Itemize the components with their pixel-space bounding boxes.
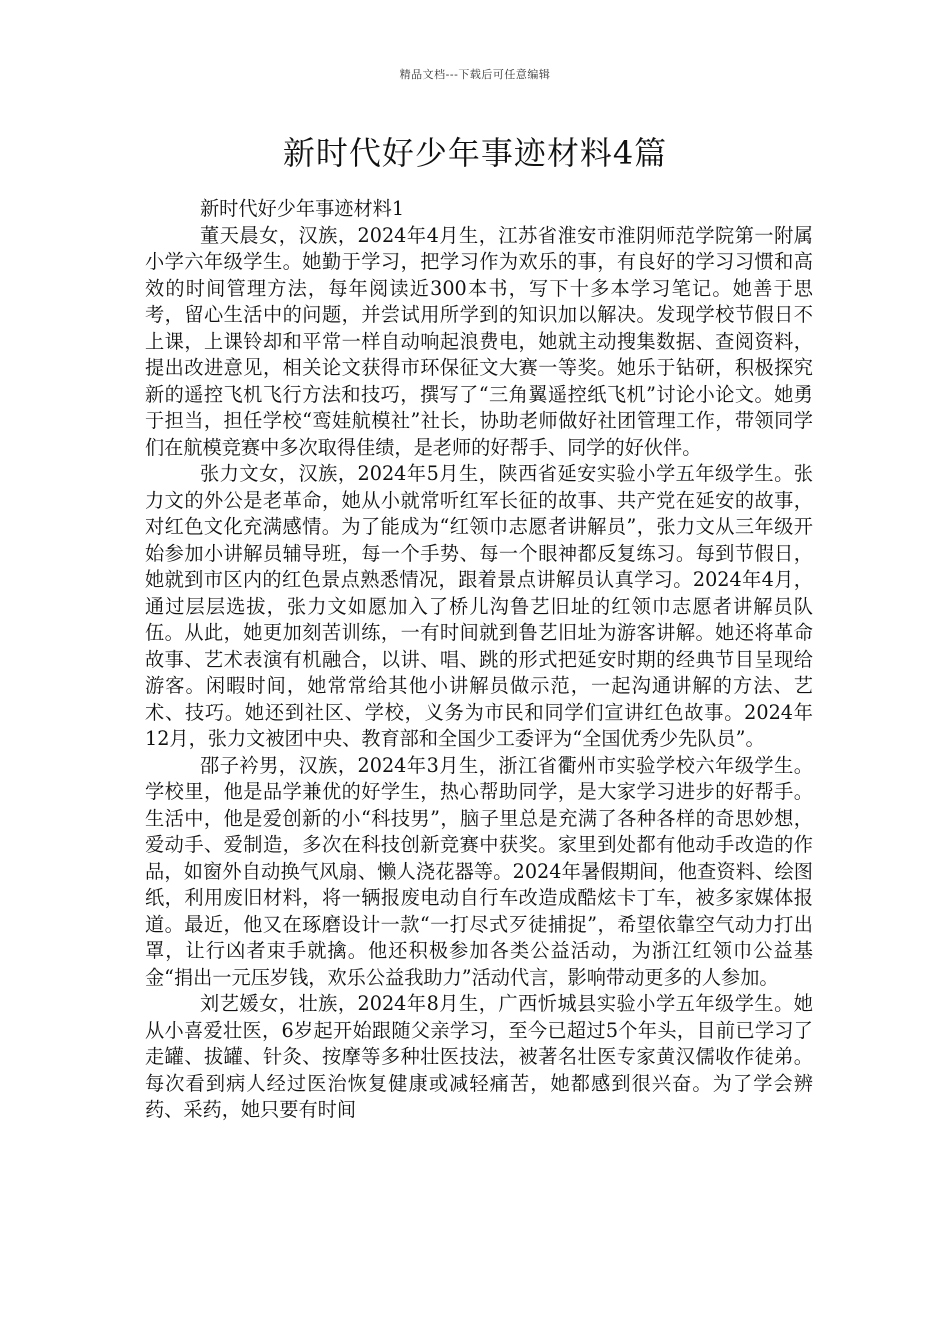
- document-title: 新时代好少年事迹材料4篇: [282, 134, 668, 172]
- paragraph-dong-tianchen: 董天晨女，汉族，2024年4月生，江苏省淮安市淮阴师范学院第一附属小学六年级学生。她勤于学习，把学习作为欢乐的事，有良好的学习习惯和高效的时间管理方法，每年阅读近300本书，写下十多本学习笔记。她善于思考，留心生活中的问题，并尝试用所学到的知识加以解决。发现学校节假日不上课，上课铃却和平常一样自动响起浪费电，她就主动搜集数据、查阅资料，提出改进意见，相关论文获得市环保征文大赛一等奖。她乐于钻研，积极探究新的遥控飞机飞行方法和技巧，撰写了“三角翼遥控纸飞机”讨论小论文。她勇于担当，担任学校“鸾娃航模社”社长，协助老师做好社团管理工作，带领同学们在航模竞赛中多次取得佳绩，是老师的好帮手、同学的好伙伴。: [145, 223, 813, 459]
- document-body: [145, 196, 813, 1124]
- paragraph-shao-zijin: 邵子衿男，汉族，2024年3月生，浙江省衢州市实验学校六年级学生。学校里，他是品学兼优的好学生，热心帮助同学，是大家学习进步的好帮手。生活中，他是爱创新的小“科技男”，脑子里总是充满了各种各样的奇思妙想，爱动手、爱制造，多次在科技创新竞赛中获奖。家里到处都有他动手改造的作品，如窗外自动换气风扇、懒人浇花器等。2024年暑假期间，他查资料、绘图纸，利用废旧材料，将一辆报废电动自行车改造成酷炫卡丁车，被多家媒体报道。最近，他又在琢磨设计一款“一打尽式歹徒捕捉”，希望依靠空气动力打出罩，让行凶者束手就擒。他还积极参加各类公益活动，为浙江红领巾公益基金“捐出一元压岁钱，欢乐公益我助力”活动代言，影响带动更多的人参加。: [145, 753, 813, 989]
- section-heading: 新时代好少年事迹材料1: [200, 197, 405, 220]
- paragraph-liu-yiyuan: 刘艺媛女，壮族，2024年8月生，广西忻城县实验小学五年级学生。她从小喜爱壮医，6岁起开始跟随父亲学习，至今已超过5个年头，目前已学习了走罐、拔罐、针灸、按摩等多种壮医技法，被著名壮医专家黄汉儒收作徒弟。每次看到病人经过医治恢复健康或减轻痛苦，她都感到很兴奋。为了学会辨药、采药，她只要有时间: [145, 992, 813, 1121]
- paragraph-zhang-liwen: 张力文女，汉族，2024年5月生，陕西省延安实验小学五年级学生。张力文的外公是老革命，她从小就常听红军长征的故事、共产党在延安的故事，对红色文化充满感情。为了能成为“红领巾志愿者讲解员”，张力文从三年级开始参加小讲解员辅导班，每一个手势、每一个眼神都反复练习。每到节假日，她就到市区内的红色景点熟悉情况，跟着景点讲解员认真学习。2024年4月，通过层层选拔，张力文如愿加入了桥儿沟鲁艺旧址的红领巾志愿者讲解员队伍。从此，她更加刻苦训练，一有时间就到鲁艺旧址为游客讲解。她还将革命故事、艺术表演有机融合，以讲、唱、跳的形式把延安时期的经典节目呈现给游客。闲暇时间，她常常给其他小讲解员做示范，一起沟通讲解的方法、艺术、技巧。她还到社区、学校，义务为市民和同学们宣讲红色故事。2024年12月，张力文被团中央、教育部和全国少工委评为“全国优秀少先队员”。: [145, 462, 813, 750]
- page-header-note: 精品文档---下载后可任意编辑: [399, 68, 551, 81]
